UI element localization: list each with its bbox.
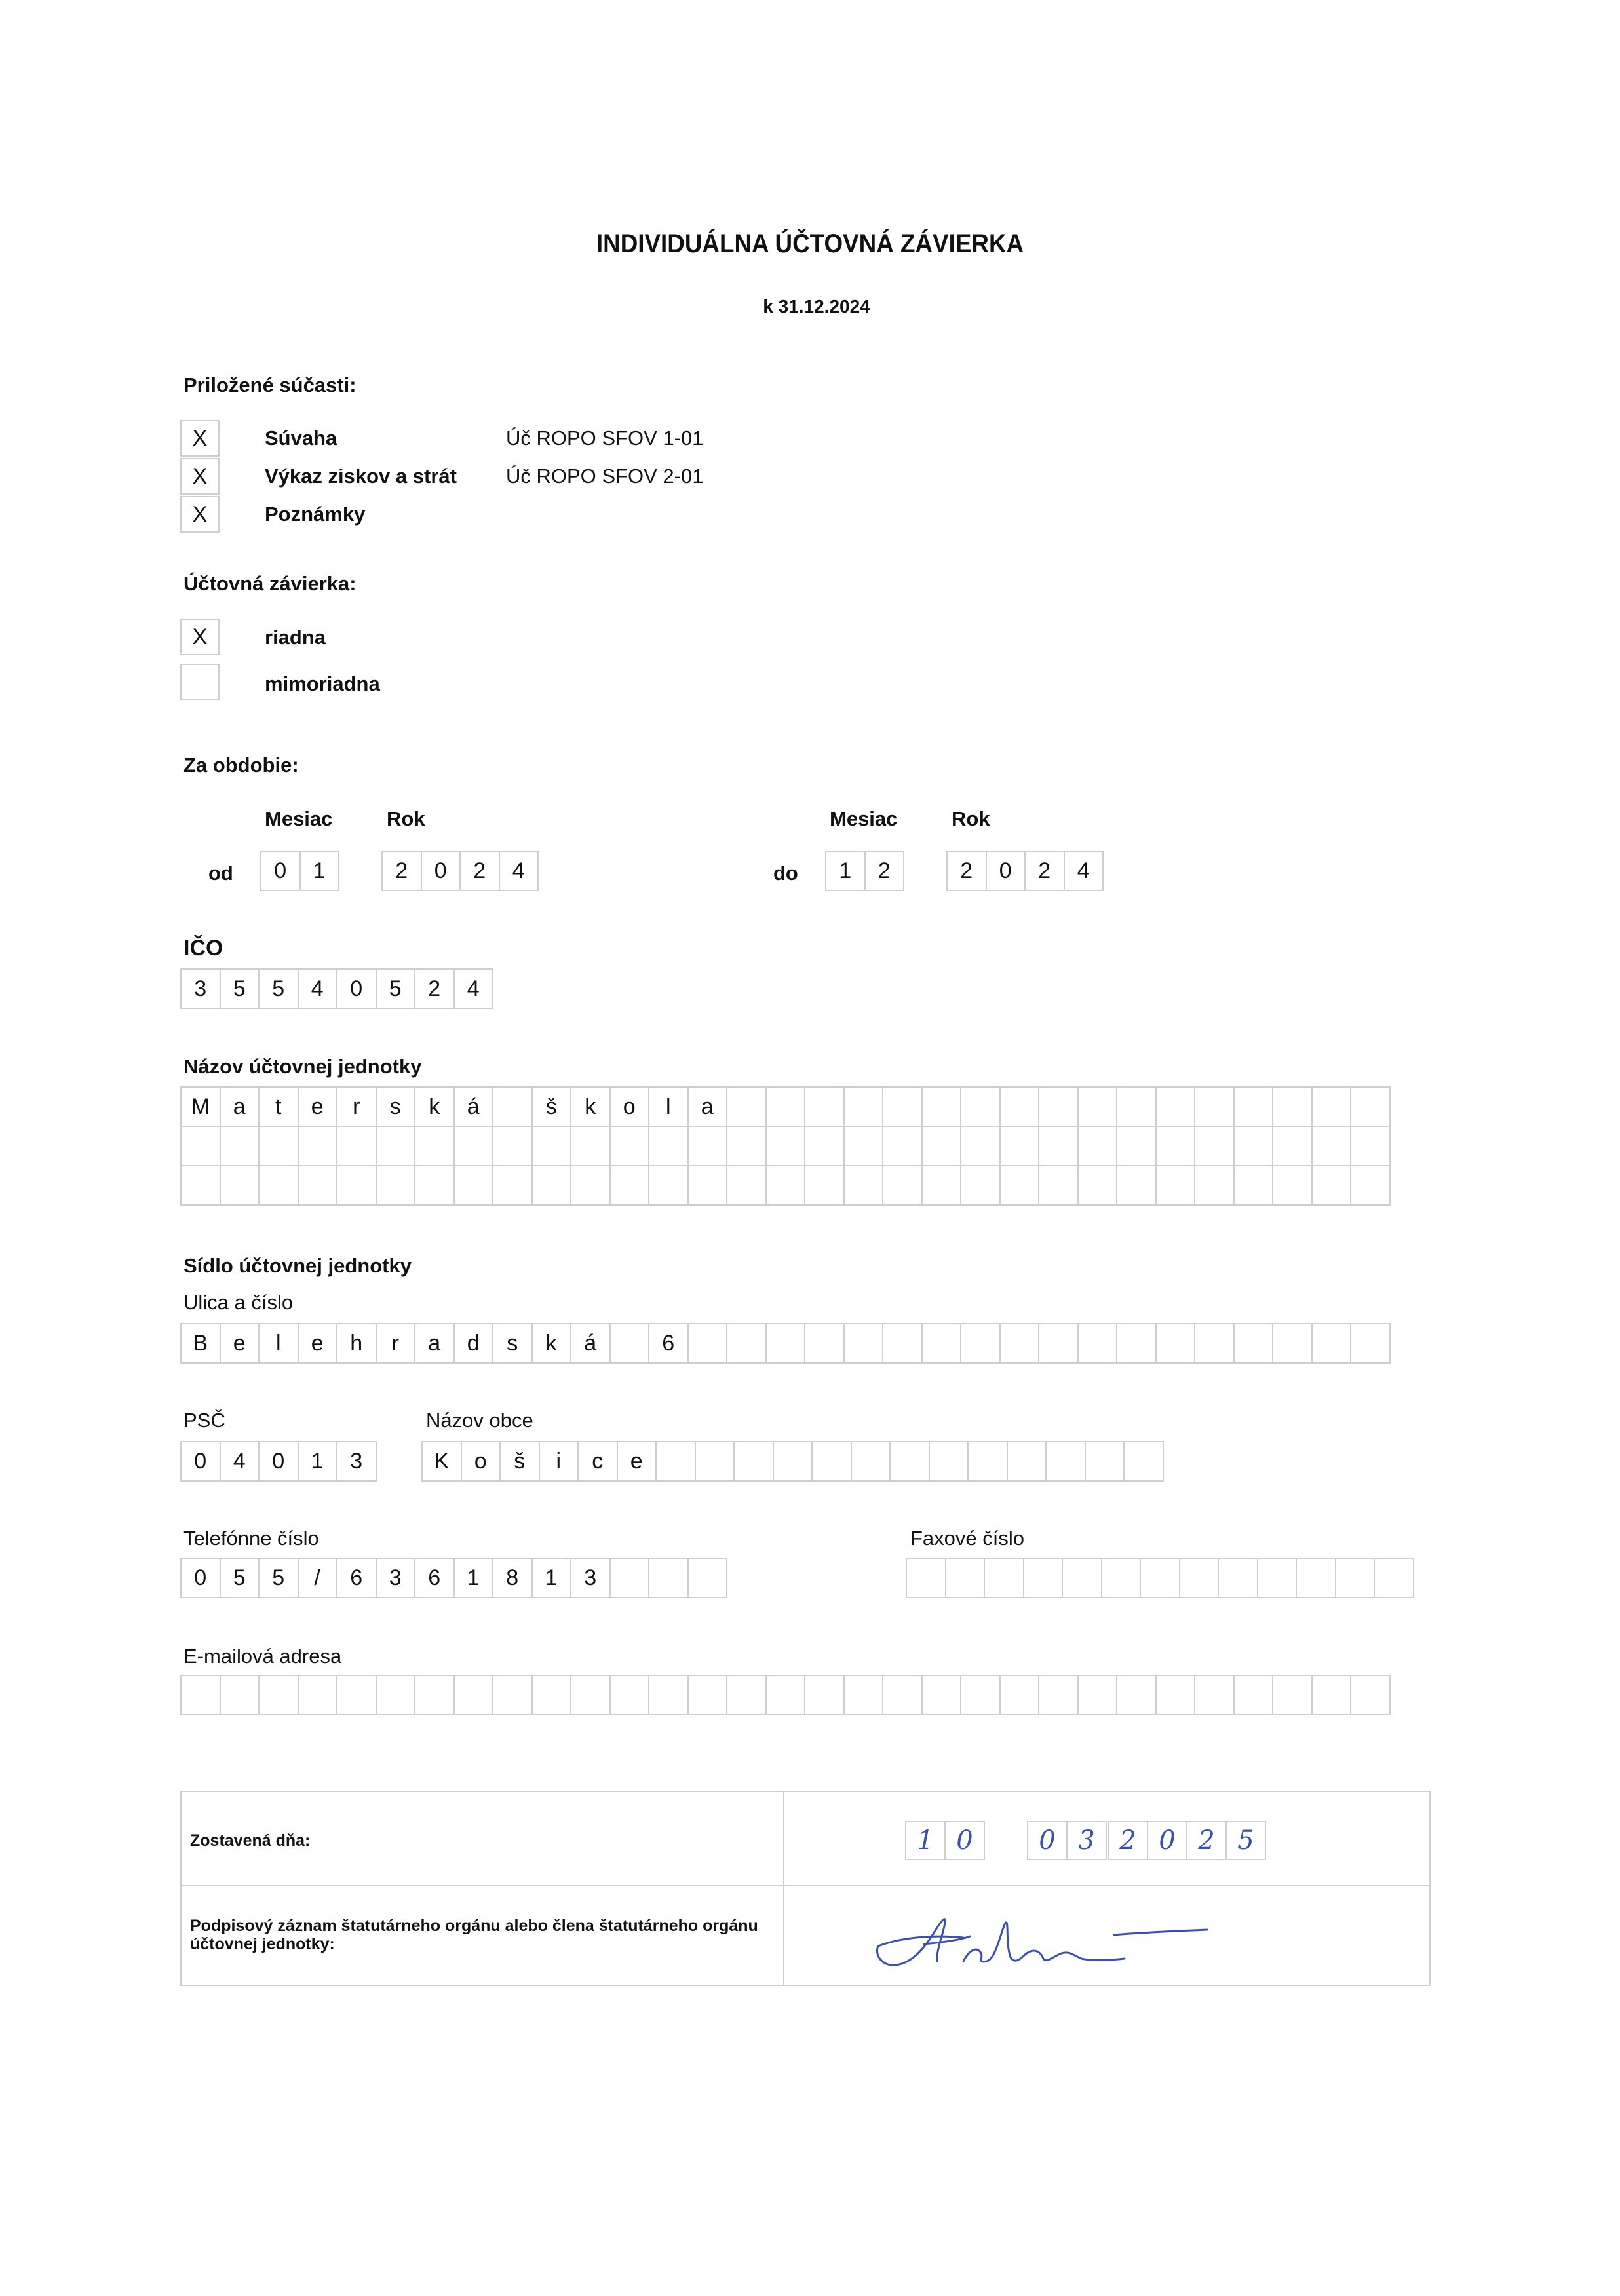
char-cell <box>1311 1165 1352 1206</box>
char-cell <box>220 1675 260 1715</box>
char-cell <box>1350 1165 1391 1206</box>
char-cell <box>726 1165 767 1206</box>
from-month-field[interactable] <box>260 851 338 891</box>
attachment-checkbox-vykaz[interactable]: X <box>180 458 220 495</box>
char-cell <box>960 1126 1001 1166</box>
char-cell <box>1023 1558 1064 1598</box>
digit-cell: 2 <box>946 851 987 891</box>
char-cell <box>1077 1165 1118 1206</box>
char-cell <box>1045 1441 1086 1482</box>
char-cell <box>376 1675 416 1715</box>
char-cell <box>945 1558 986 1598</box>
digit-cell: 2 <box>1186 1821 1227 1860</box>
char-cell <box>414 1675 455 1715</box>
from-month-label: Mesiac <box>265 807 333 830</box>
char-cell <box>655 1441 696 1482</box>
char-cell: 3 <box>336 1441 377 1482</box>
psc-label: PSČ <box>183 1409 225 1432</box>
city-label: Názov obce <box>426 1409 533 1432</box>
digit-cell: 2 <box>381 851 422 891</box>
char-cell <box>1077 1126 1118 1166</box>
char-cell <box>376 1126 416 1166</box>
char-cell <box>258 1675 299 1715</box>
char-cell <box>492 1675 533 1715</box>
psc-field[interactable] <box>180 1441 376 1482</box>
closing-type-checkbox-riadna[interactable]: X <box>180 619 220 655</box>
phone-label: Telefónne číslo <box>183 1527 319 1550</box>
char-cell <box>336 1126 377 1166</box>
closing-type-heading: Účtovná závierka: <box>183 572 357 595</box>
char-cell: 1 <box>298 1441 338 1482</box>
char-cell <box>1077 1086 1118 1127</box>
digit-cell: 0 <box>421 851 461 891</box>
char-cell <box>1272 1126 1313 1166</box>
digit-cell: 1 <box>905 1821 946 1860</box>
char-cell <box>609 1165 650 1206</box>
char-cell <box>609 1126 650 1166</box>
char-cell <box>843 1086 884 1127</box>
entity-name-label: Názov účtovnej jednotky <box>183 1055 422 1078</box>
char-cell: 4 <box>298 968 338 1009</box>
char-cell: d <box>453 1323 494 1364</box>
compiled-date-label: Zostavená dňa: <box>190 1831 311 1850</box>
char-cell: 4 <box>220 1441 260 1482</box>
digit-cell: 0 <box>944 1821 985 1860</box>
to-month-field[interactable] <box>825 851 903 891</box>
char-cell <box>1116 1675 1157 1715</box>
char-cell <box>765 1086 806 1127</box>
to-year-label: Rok <box>952 807 990 830</box>
char-cell <box>648 1675 689 1715</box>
to-year-field[interactable] <box>946 851 1102 891</box>
char-cell <box>220 1126 260 1166</box>
digit-cell: 2 <box>1108 1821 1148 1860</box>
digit-cell: 0 <box>260 851 301 891</box>
char-cell <box>570 1165 611 1206</box>
fax-field[interactable] <box>906 1558 1413 1598</box>
ico-label: IČO <box>183 936 223 961</box>
char-cell <box>258 1165 299 1206</box>
char-cell: k <box>414 1086 455 1127</box>
entity-name-field[interactable] <box>180 1086 1389 1206</box>
attachment-code-vykaz: Úč ROPO SFOV 2-01 <box>506 465 704 488</box>
char-cell <box>921 1323 962 1364</box>
char-cell: š <box>531 1086 572 1127</box>
char-cell <box>804 1086 845 1127</box>
char-cell <box>492 1126 533 1166</box>
char-cell: 0 <box>180 1441 221 1482</box>
char-cell <box>695 1441 735 1482</box>
char-cell <box>531 1675 572 1715</box>
attachment-label-vykaz: Výkaz ziskov a strát <box>265 465 457 488</box>
char-cell: k <box>570 1086 611 1127</box>
char-cell <box>1179 1558 1220 1598</box>
char-cell: r <box>336 1086 377 1127</box>
char-cell: 6 <box>648 1323 689 1364</box>
compiled-year-field[interactable] <box>1108 1821 1265 1860</box>
from-year-label: Rok <box>387 807 425 830</box>
street-field[interactable] <box>180 1323 1389 1364</box>
char-cell <box>492 1086 533 1127</box>
digit-cell: 4 <box>499 851 539 891</box>
char-cell <box>999 1323 1040 1364</box>
char-cell: 6 <box>336 1558 377 1598</box>
char-cell <box>648 1165 689 1206</box>
closing-type-checkbox-mimoriadna[interactable] <box>180 664 220 700</box>
char-cell <box>1272 1675 1313 1715</box>
char-cell <box>999 1126 1040 1166</box>
char-cell <box>336 1675 377 1715</box>
char-cell <box>1233 1165 1274 1206</box>
char-cell: r <box>376 1323 416 1364</box>
char-cell <box>1123 1441 1164 1482</box>
char-cell: o <box>609 1086 650 1127</box>
char-cell: 3 <box>570 1558 611 1598</box>
char-cell: l <box>648 1086 689 1127</box>
char-cell <box>960 1086 1001 1127</box>
char-cell <box>804 1323 845 1364</box>
char-cell: 1 <box>531 1558 572 1598</box>
char-cell <box>1038 1086 1079 1127</box>
char-cell <box>1233 1323 1274 1364</box>
char-cell <box>1038 1323 1079 1364</box>
char-cell <box>687 1165 728 1206</box>
char-cell <box>1374 1558 1414 1598</box>
char-cell <box>531 1126 572 1166</box>
char-cell: s <box>376 1086 416 1127</box>
attachments-heading: Priložené súčasti: <box>183 373 357 396</box>
char-cell <box>843 1323 884 1364</box>
char-cell: 5 <box>258 968 299 1009</box>
char-cell <box>220 1165 260 1206</box>
from-year-field[interactable] <box>381 851 537 891</box>
char-cell <box>773 1441 813 1482</box>
char-cell: a <box>220 1086 260 1127</box>
char-cell: 0 <box>336 968 377 1009</box>
char-cell <box>882 1086 923 1127</box>
char-cell <box>414 1126 455 1166</box>
char-cell <box>1038 1675 1079 1715</box>
signature-table-divider <box>783 1791 784 1986</box>
digit-cell: 0 <box>1027 1821 1068 1860</box>
digit-cell: 2 <box>1024 851 1065 891</box>
char-cell: / <box>298 1558 338 1598</box>
closing-type-label-riadna: riadna <box>265 626 326 649</box>
char-cell <box>765 1126 806 1166</box>
char-cell <box>882 1323 923 1364</box>
char-cell <box>843 1165 884 1206</box>
char-cell: M <box>180 1086 221 1127</box>
char-cell: o <box>461 1441 501 1482</box>
signature-label: Podpisový záznam štatutárneho orgánu alebo člena štatutárneho orgánu účtovnej jednotky: <box>190 1917 758 1953</box>
char-cell <box>1101 1558 1142 1598</box>
char-cell <box>843 1126 884 1166</box>
digit-cell: 1 <box>825 851 866 891</box>
char-cell: 5 <box>376 968 416 1009</box>
char-cell <box>453 1165 494 1206</box>
document-date: k 31.12.2024 <box>763 296 870 316</box>
char-cell: š <box>499 1441 540 1482</box>
compiled-day-field[interactable] <box>905 1821 984 1860</box>
char-cell <box>1233 1675 1274 1715</box>
attachment-label-suvaha: Súvaha <box>265 427 338 450</box>
char-cell <box>1350 1086 1391 1127</box>
char-cell: t <box>258 1086 299 1127</box>
char-cell <box>687 1323 728 1364</box>
address-heading: Sídlo účtovnej jednotky <box>183 1254 412 1277</box>
char-cell: l <box>258 1323 299 1364</box>
entity-name-row <box>180 1165 1389 1206</box>
char-cell <box>804 1675 845 1715</box>
char-cell: 4 <box>453 968 494 1009</box>
char-cell: a <box>687 1086 728 1127</box>
char-cell <box>687 1126 728 1166</box>
char-cell: e <box>220 1323 260 1364</box>
char-cell <box>1038 1165 1079 1206</box>
city-field[interactable] <box>421 1441 1163 1482</box>
char-cell: e <box>617 1441 657 1482</box>
attachment-checkbox-suvaha[interactable]: X <box>180 420 220 457</box>
char-cell <box>531 1165 572 1206</box>
closing-type-label-mimoriadna: mimoriadna <box>265 672 380 695</box>
document-title: INDIVIDUÁLNA ÚČTOVNÁ ZÁVIERKA <box>596 229 1024 258</box>
char-cell <box>960 1165 1001 1206</box>
digit-cell: 4 <box>1064 851 1104 891</box>
char-cell <box>1155 1323 1196 1364</box>
char-cell <box>1194 1323 1235 1364</box>
char-cell <box>1155 1165 1196 1206</box>
char-cell <box>648 1558 689 1598</box>
char-cell: 8 <box>492 1558 533 1598</box>
from-label: od <box>208 862 233 885</box>
char-cell <box>1140 1558 1180 1598</box>
char-cell <box>1233 1086 1274 1127</box>
char-cell <box>298 1675 338 1715</box>
char-cell <box>1272 1165 1313 1206</box>
ico-field[interactable] <box>180 968 492 1009</box>
email-field[interactable] <box>180 1675 1389 1715</box>
char-cell <box>687 1675 728 1715</box>
char-cell <box>1116 1126 1157 1166</box>
char-cell <box>960 1675 1001 1715</box>
digit-cell: 5 <box>1225 1821 1266 1860</box>
char-cell <box>999 1086 1040 1127</box>
char-cell <box>984 1558 1024 1598</box>
char-cell <box>843 1675 884 1715</box>
char-cell <box>929 1441 969 1482</box>
street-label: Ulica a číslo <box>183 1291 294 1314</box>
entity-name-row <box>180 1126 1389 1166</box>
char-cell: e <box>298 1323 338 1364</box>
char-cell <box>298 1165 338 1206</box>
char-cell <box>414 1165 455 1206</box>
attachment-code-suvaha: Úč ROPO SFOV 1-01 <box>506 427 704 450</box>
char-cell: a <box>414 1323 455 1364</box>
char-cell <box>921 1675 962 1715</box>
char-cell: 5 <box>220 968 260 1009</box>
char-cell: á <box>570 1323 611 1364</box>
char-cell <box>1194 1165 1235 1206</box>
char-cell: 5 <box>258 1558 299 1598</box>
char-cell: 3 <box>180 968 221 1009</box>
char-cell: h <box>336 1323 377 1364</box>
char-cell: 0 <box>180 1558 221 1598</box>
digit-cell: 1 <box>299 851 340 891</box>
char-cell: 1 <box>453 1558 494 1598</box>
char-cell: K <box>421 1441 462 1482</box>
digit-cell: 0 <box>1147 1821 1187 1860</box>
compiled-month-field[interactable] <box>1027 1821 1106 1860</box>
char-cell: B <box>180 1323 221 1364</box>
char-cell <box>453 1675 494 1715</box>
handwritten-signature <box>865 1904 1232 1982</box>
signature-table <box>180 1791 1431 1986</box>
char-cell <box>609 1675 650 1715</box>
digit-cell: 2 <box>864 851 905 891</box>
char-cell <box>180 1126 221 1166</box>
char-cell <box>258 1126 299 1166</box>
char-cell <box>765 1675 806 1715</box>
char-cell <box>1350 1126 1391 1166</box>
attachment-checkbox-poznamky[interactable]: X <box>180 496 220 533</box>
char-cell <box>1077 1323 1118 1364</box>
char-cell <box>1350 1323 1391 1364</box>
char-cell <box>687 1558 728 1598</box>
char-cell: k <box>531 1323 572 1364</box>
char-cell <box>298 1126 338 1166</box>
signature-table-divider <box>180 1885 1431 1886</box>
entity-name-row <box>180 1086 1389 1127</box>
char-cell <box>1311 1126 1352 1166</box>
char-cell <box>570 1675 611 1715</box>
char-cell <box>1350 1675 1391 1715</box>
char-cell <box>1233 1126 1274 1166</box>
to-month-label: Mesiac <box>830 807 898 830</box>
char-cell <box>1116 1323 1157 1364</box>
char-cell <box>1272 1086 1313 1127</box>
char-cell <box>733 1441 774 1482</box>
char-cell <box>1007 1441 1047 1482</box>
char-cell <box>336 1165 377 1206</box>
char-cell: á <box>453 1086 494 1127</box>
char-cell <box>1155 1086 1196 1127</box>
char-cell: 0 <box>258 1441 299 1482</box>
char-cell <box>1077 1675 1118 1715</box>
digit-cell: 2 <box>459 851 500 891</box>
char-cell <box>921 1126 962 1166</box>
char-cell <box>1335 1558 1376 1598</box>
char-cell <box>999 1165 1040 1206</box>
char-cell <box>960 1323 1001 1364</box>
char-cell: i <box>539 1441 579 1482</box>
char-cell <box>804 1165 845 1206</box>
digit-cell: 3 <box>1066 1821 1107 1860</box>
char-cell: 5 <box>220 1558 260 1598</box>
fax-label: Faxové číslo <box>910 1527 1025 1550</box>
to-label: do <box>773 862 798 885</box>
char-cell <box>1194 1086 1235 1127</box>
char-cell <box>765 1323 806 1364</box>
attachment-label-poznamky: Poznámky <box>265 503 366 526</box>
char-cell: 6 <box>414 1558 455 1598</box>
char-cell <box>609 1558 650 1598</box>
char-cell <box>889 1441 930 1482</box>
char-cell: c <box>577 1441 618 1482</box>
char-cell <box>1296 1558 1336 1598</box>
char-cell <box>1155 1675 1196 1715</box>
char-cell <box>1257 1558 1298 1598</box>
char-cell <box>180 1675 221 1715</box>
char-cell <box>1311 1675 1352 1715</box>
char-cell <box>882 1165 923 1206</box>
char-cell <box>726 1323 767 1364</box>
char-cell <box>851 1441 891 1482</box>
char-cell <box>726 1086 767 1127</box>
char-cell: 2 <box>414 968 455 1009</box>
char-cell: s <box>492 1323 533 1364</box>
char-cell <box>1311 1086 1352 1127</box>
char-cell <box>804 1126 845 1166</box>
char-cell <box>765 1165 806 1206</box>
char-cell <box>726 1126 767 1166</box>
char-cell <box>1116 1165 1157 1206</box>
char-cell <box>180 1165 221 1206</box>
period-heading: Za obdobie: <box>183 754 299 776</box>
char-cell <box>999 1675 1040 1715</box>
digit-cell: 0 <box>986 851 1026 891</box>
char-cell <box>1155 1126 1196 1166</box>
char-cell <box>570 1126 611 1166</box>
char-cell <box>1116 1086 1157 1127</box>
char-cell <box>609 1323 650 1364</box>
char-cell <box>1272 1323 1313 1364</box>
char-cell: e <box>298 1086 338 1127</box>
char-cell <box>882 1675 923 1715</box>
char-cell: 3 <box>376 1558 416 1598</box>
char-cell <box>921 1086 962 1127</box>
char-cell <box>1311 1323 1352 1364</box>
email-label: E-mailová adresa <box>183 1645 342 1668</box>
char-cell <box>906 1558 946 1598</box>
char-cell <box>726 1675 767 1715</box>
char-cell <box>882 1126 923 1166</box>
char-cell <box>1062 1558 1102 1598</box>
phone-field[interactable] <box>180 1558 726 1598</box>
char-cell <box>1218 1558 1258 1598</box>
char-cell <box>648 1126 689 1166</box>
char-cell <box>967 1441 1008 1482</box>
char-cell <box>453 1126 494 1166</box>
char-cell <box>1194 1126 1235 1166</box>
char-cell <box>1194 1675 1235 1715</box>
char-cell <box>1038 1126 1079 1166</box>
char-cell <box>1085 1441 1125 1482</box>
char-cell <box>811 1441 852 1482</box>
char-cell <box>376 1165 416 1206</box>
char-cell <box>921 1165 962 1206</box>
char-cell <box>492 1165 533 1206</box>
